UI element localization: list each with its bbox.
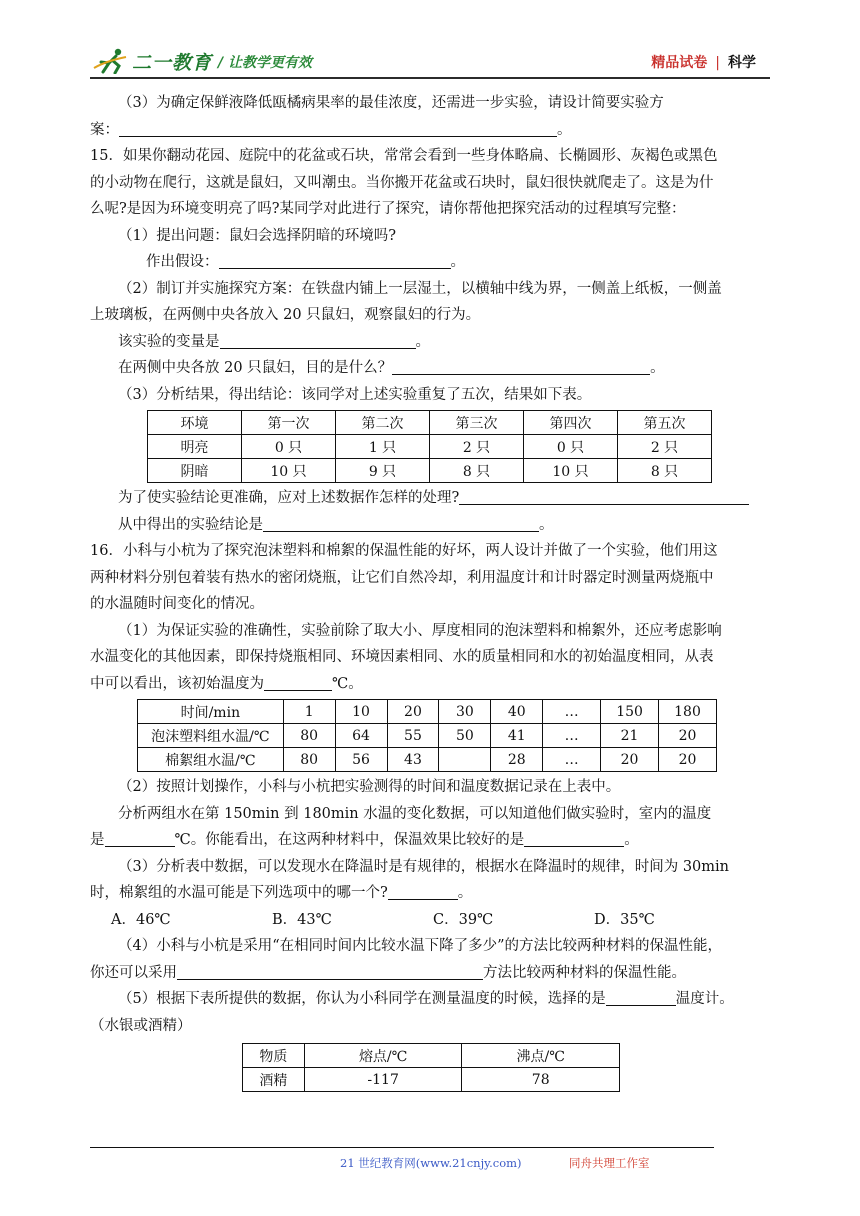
q15-purpose-blank[interactable] (392, 358, 650, 375)
q14-part3-line2-text: 案： (90, 121, 119, 138)
q16-temperature-table (137, 699, 717, 772)
q15-stem-line2: 的小动物在爬行，这就是鼠妇，又叫潮虫。当你搬开花盆或石块时，鼠妇很快就爬走了。这是为什 (90, 174, 714, 191)
q16-part1-line3 (90, 671, 770, 698)
table-cell: 43 (387, 748, 439, 772)
q15-conclusion-label: 从中得出的实验结论是 (118, 516, 263, 533)
q15-part3: （3）分析结果，得出结论：该同学对上述实验重复了五次，结果如下表。 (118, 386, 592, 403)
page-content (90, 90, 770, 1092)
q15-hypothesis-label: 作出假设： (146, 254, 219, 270)
q16-part1-line1: （1）为保证实验的准确性，实验前除了取大小、厚度相同的泡沫塑料和棉絮外，还应考虑影响 (118, 622, 722, 639)
q16-stem-line2: 两种材料分别包着装有热水的密闭烧瓶，让它们自然冷却，利用温度计和计时器定时测量两烧瓶中 (90, 569, 714, 586)
table-row (148, 459, 712, 483)
table-header-cell: 第四次 (524, 411, 618, 435)
table-cell: … (543, 748, 601, 772)
table-header-cell: 第五次 (618, 411, 712, 435)
q16-part4-label2: 方法比较两种材料的保温性能。 (483, 964, 686, 981)
q15-part2-line1: （2）制订并实施探究方案：在铁盘内铺上一层湿土，以横轴中线为界，一侧盖上纸板，一侧盖 (118, 280, 722, 297)
table-cell: 10 只 (524, 459, 618, 483)
table-cell: 41 (491, 724, 543, 748)
table-row (243, 1068, 620, 1092)
table-cell: 80 (283, 748, 335, 772)
table-cell: 50 (439, 724, 491, 748)
q16-initial-temp-blank[interactable] (264, 674, 332, 691)
table-header-cell: 第三次 (430, 411, 524, 435)
table-cell: 0 只 (242, 435, 336, 459)
q16-method-blank[interactable] (177, 963, 483, 980)
footer-left[interactable]: 21 世纪教育网(www.21cnjy.com) (340, 1156, 522, 1170)
q16-part4-line1: （4）小科与小杭是采用“在相同时间内比较水温下降了多少”的方法比较两种材料的保温性能， (118, 938, 723, 954)
q16-part2: （2）按照计划操作，小科与小杭把实验测得的时间和温度数据记录在上表中。 (118, 779, 621, 795)
q16-stem-line3: 的水温随时间变化的情况。 (90, 596, 264, 612)
q15-purpose-label: 在两侧中央各放 20 只鼠妇，目的是什么？ (118, 360, 393, 376)
q16-choice-blank[interactable] (388, 883, 458, 900)
table-row (138, 724, 717, 748)
q16-part5-line1 (90, 986, 770, 1013)
table-header-cell: 环境 (148, 411, 242, 435)
q15-process (90, 485, 770, 512)
q14-part3-line1: （3）为确定保鲜液降低瓯橘病果率的最佳浓度，还需进一步实验，请设计简要实验方 (118, 95, 664, 111)
q15-conclusion-blank[interactable] (263, 515, 539, 532)
table-cell: 55 (387, 724, 439, 748)
table-row (138, 748, 717, 772)
q15-variable-end: 。 (415, 333, 430, 350)
q16-part3-line2 (90, 880, 770, 907)
q16-part2-line2: 分析两组水在第 150min 到 180min 水温的变化数据，可以知道他们做实验时，室内的温度 (118, 805, 712, 822)
table-header-cell: 时间/min (138, 700, 284, 724)
q14-part3-line2 (90, 117, 770, 144)
q15-conclusion-end: 。 (539, 516, 554, 533)
q15-stem-line1: 15．如果你翻动花园、庭院中的花盆或石块，常常会看到一些身体略扁、长椭圆形、灰褐色或黑色 (90, 148, 718, 164)
q15-process-blank[interactable] (459, 488, 749, 505)
table-cell: 泡沫塑料组水温/℃ (138, 724, 284, 748)
table-header-cell: 40 (491, 700, 543, 724)
table-header-row (138, 700, 717, 724)
q15-variable-label: 该实验的变量是 (118, 333, 220, 350)
table-cell: 20 (601, 748, 659, 772)
q16-options (90, 907, 770, 934)
q16-part5-label2: 温度计。 (675, 991, 734, 1007)
q16-part5-line2: （水银或酒精） (90, 1017, 192, 1034)
q15-stem-line3: 么呢?是因为环境变明亮了吗?某同学对此进行了探究，请你帮他把探究活动的过程填写完整： (90, 201, 686, 217)
q14-end: 。 (557, 121, 572, 138)
footer-rule (90, 1147, 714, 1148)
table-cell: 1 只 (336, 435, 430, 459)
table-header-cell: 沸点/℃ (462, 1044, 620, 1068)
table-cell: 80 (283, 724, 335, 748)
running-figure-logo-icon (92, 48, 130, 74)
logo-text: 二一教育 (132, 52, 213, 74)
q16-part2-label1: 是 (90, 832, 105, 848)
header-subject: 科学 (728, 55, 756, 71)
header-rule (90, 77, 770, 79)
q16-part3-label: 时，棉絮组的水温可能是下列选项中的哪一个? (90, 885, 388, 901)
table-header-cell: 第二次 (336, 411, 430, 435)
header-right (651, 52, 756, 72)
table-cell: 阴暗 (148, 459, 242, 483)
table-header-cell: 熔点/℃ (304, 1044, 462, 1068)
q15-hypothesis-end: 。 (450, 254, 465, 270)
table-cell: 9 只 (336, 459, 430, 483)
option-b[interactable]: B．43℃ (272, 911, 332, 928)
table-header-row (148, 411, 712, 435)
q16-part3-line1: （3）分析表中数据，可以发现水在降温时是有规律的，根据水在降温时的规律，时间为 30min (118, 858, 730, 875)
option-d[interactable]: D．35℃ (594, 911, 655, 928)
table-header-cell: 30 (439, 700, 491, 724)
q16-part4-label1: 你还可以采用 (90, 964, 177, 981)
option-c[interactable]: C．39℃ (433, 911, 494, 928)
table-cell: … (543, 724, 601, 748)
footer-right: 同舟共理工作室 (569, 1156, 650, 1170)
q16-thermometer-blank[interactable] (606, 989, 676, 1006)
table-header-cell: 10 (335, 700, 387, 724)
q16-part2-line3 (90, 827, 770, 854)
table-cell: 20 (659, 724, 717, 748)
table-cell: 2 只 (430, 435, 524, 459)
table-cell: 21 (601, 724, 659, 748)
table-row (148, 435, 712, 459)
header-separator: | (715, 55, 720, 71)
q15-purpose-end: 。 (650, 360, 665, 376)
table-cell: 64 (335, 724, 387, 748)
table-cell: -117 (304, 1068, 462, 1092)
q14-answer-blank[interactable] (119, 120, 557, 137)
table-header-cell: 150 (601, 700, 659, 724)
option-a[interactable]: A．46℃ (111, 911, 171, 928)
q15-purpose (90, 355, 770, 382)
q15-process-label: 为了使实验结论更准确，应对上述数据作怎样的处理? (118, 490, 460, 506)
q15-hypothesis (90, 249, 770, 276)
q16-part2-end: 。 (624, 832, 639, 848)
table-cell (439, 748, 491, 772)
header-tag: 精品试卷 (651, 55, 708, 71)
table-cell: 棉絮组水温/℃ (138, 748, 284, 772)
q15-results-table (147, 410, 712, 483)
table-cell: 明亮 (148, 435, 242, 459)
q16-melting-boiling-table (242, 1043, 620, 1092)
q16-stem-line1: 16．小科与小杭为了探究泡沫塑料和棉絮的保温性能的好坏，两人设计并做了一个实验，他们用这 (90, 543, 718, 559)
q16-part1-unit: ℃。 (332, 675, 363, 692)
table-header-cell: 180 (659, 700, 717, 724)
q16-part2-label2: ℃。你能看出，在这两种材料中，保温效果比较好的是 (174, 832, 525, 848)
table-cell: 28 (491, 748, 543, 772)
q15-part2-line2: 上玻璃板，在两侧中央各放入 20 只鼠妇，观察鼠妇的行为。 (90, 307, 481, 323)
q15-hypothesis-blank[interactable] (219, 252, 451, 269)
q16-part5-label1: （5）根据下表所提供的数据，你认为小科同学在测量温度的时候，选择的是 (118, 991, 606, 1007)
q15-part1: （1）提出问题：鼠妇会选择阴暗的环境吗? (118, 227, 396, 244)
table-cell: 8 只 (430, 459, 524, 483)
q15-variable (90, 329, 770, 356)
table-cell: 8 只 (618, 459, 712, 483)
table-cell: 酒精 (243, 1068, 305, 1092)
table-header-cell: 20 (387, 700, 439, 724)
table-cell: 56 (335, 748, 387, 772)
q15-conclusion (90, 512, 770, 539)
table-header-cell: 物质 (243, 1044, 305, 1068)
q16-part3-end: 。 (457, 885, 473, 901)
table-cell: 2 只 (618, 435, 712, 459)
q16-part1-label: 中可以看出，该初始温度为 (90, 675, 264, 692)
page-header (90, 44, 770, 78)
q16-part1-line2: 水温变化的其他因素，即保持烧瓶相同、环境因素相同、水的质量相同和水的初始温度相同，从表 (90, 649, 714, 665)
q16-better-material-blank[interactable] (524, 830, 624, 847)
table-header-cell: 第一次 (242, 411, 336, 435)
table-header-cell: 1 (283, 700, 335, 724)
table-cell: 20 (659, 748, 717, 772)
table-cell: 0 只 (524, 435, 618, 459)
q15-variable-blank[interactable] (220, 332, 416, 349)
table-header-row (243, 1044, 620, 1068)
q16-room-temp-blank[interactable] (105, 830, 175, 847)
table-cell: 78 (462, 1068, 620, 1092)
table-cell: 10 只 (242, 459, 336, 483)
q16-part4-line2 (90, 960, 770, 987)
table-header-cell: … (543, 700, 601, 724)
logo-slogan: / 让教学更有效 (218, 55, 312, 71)
